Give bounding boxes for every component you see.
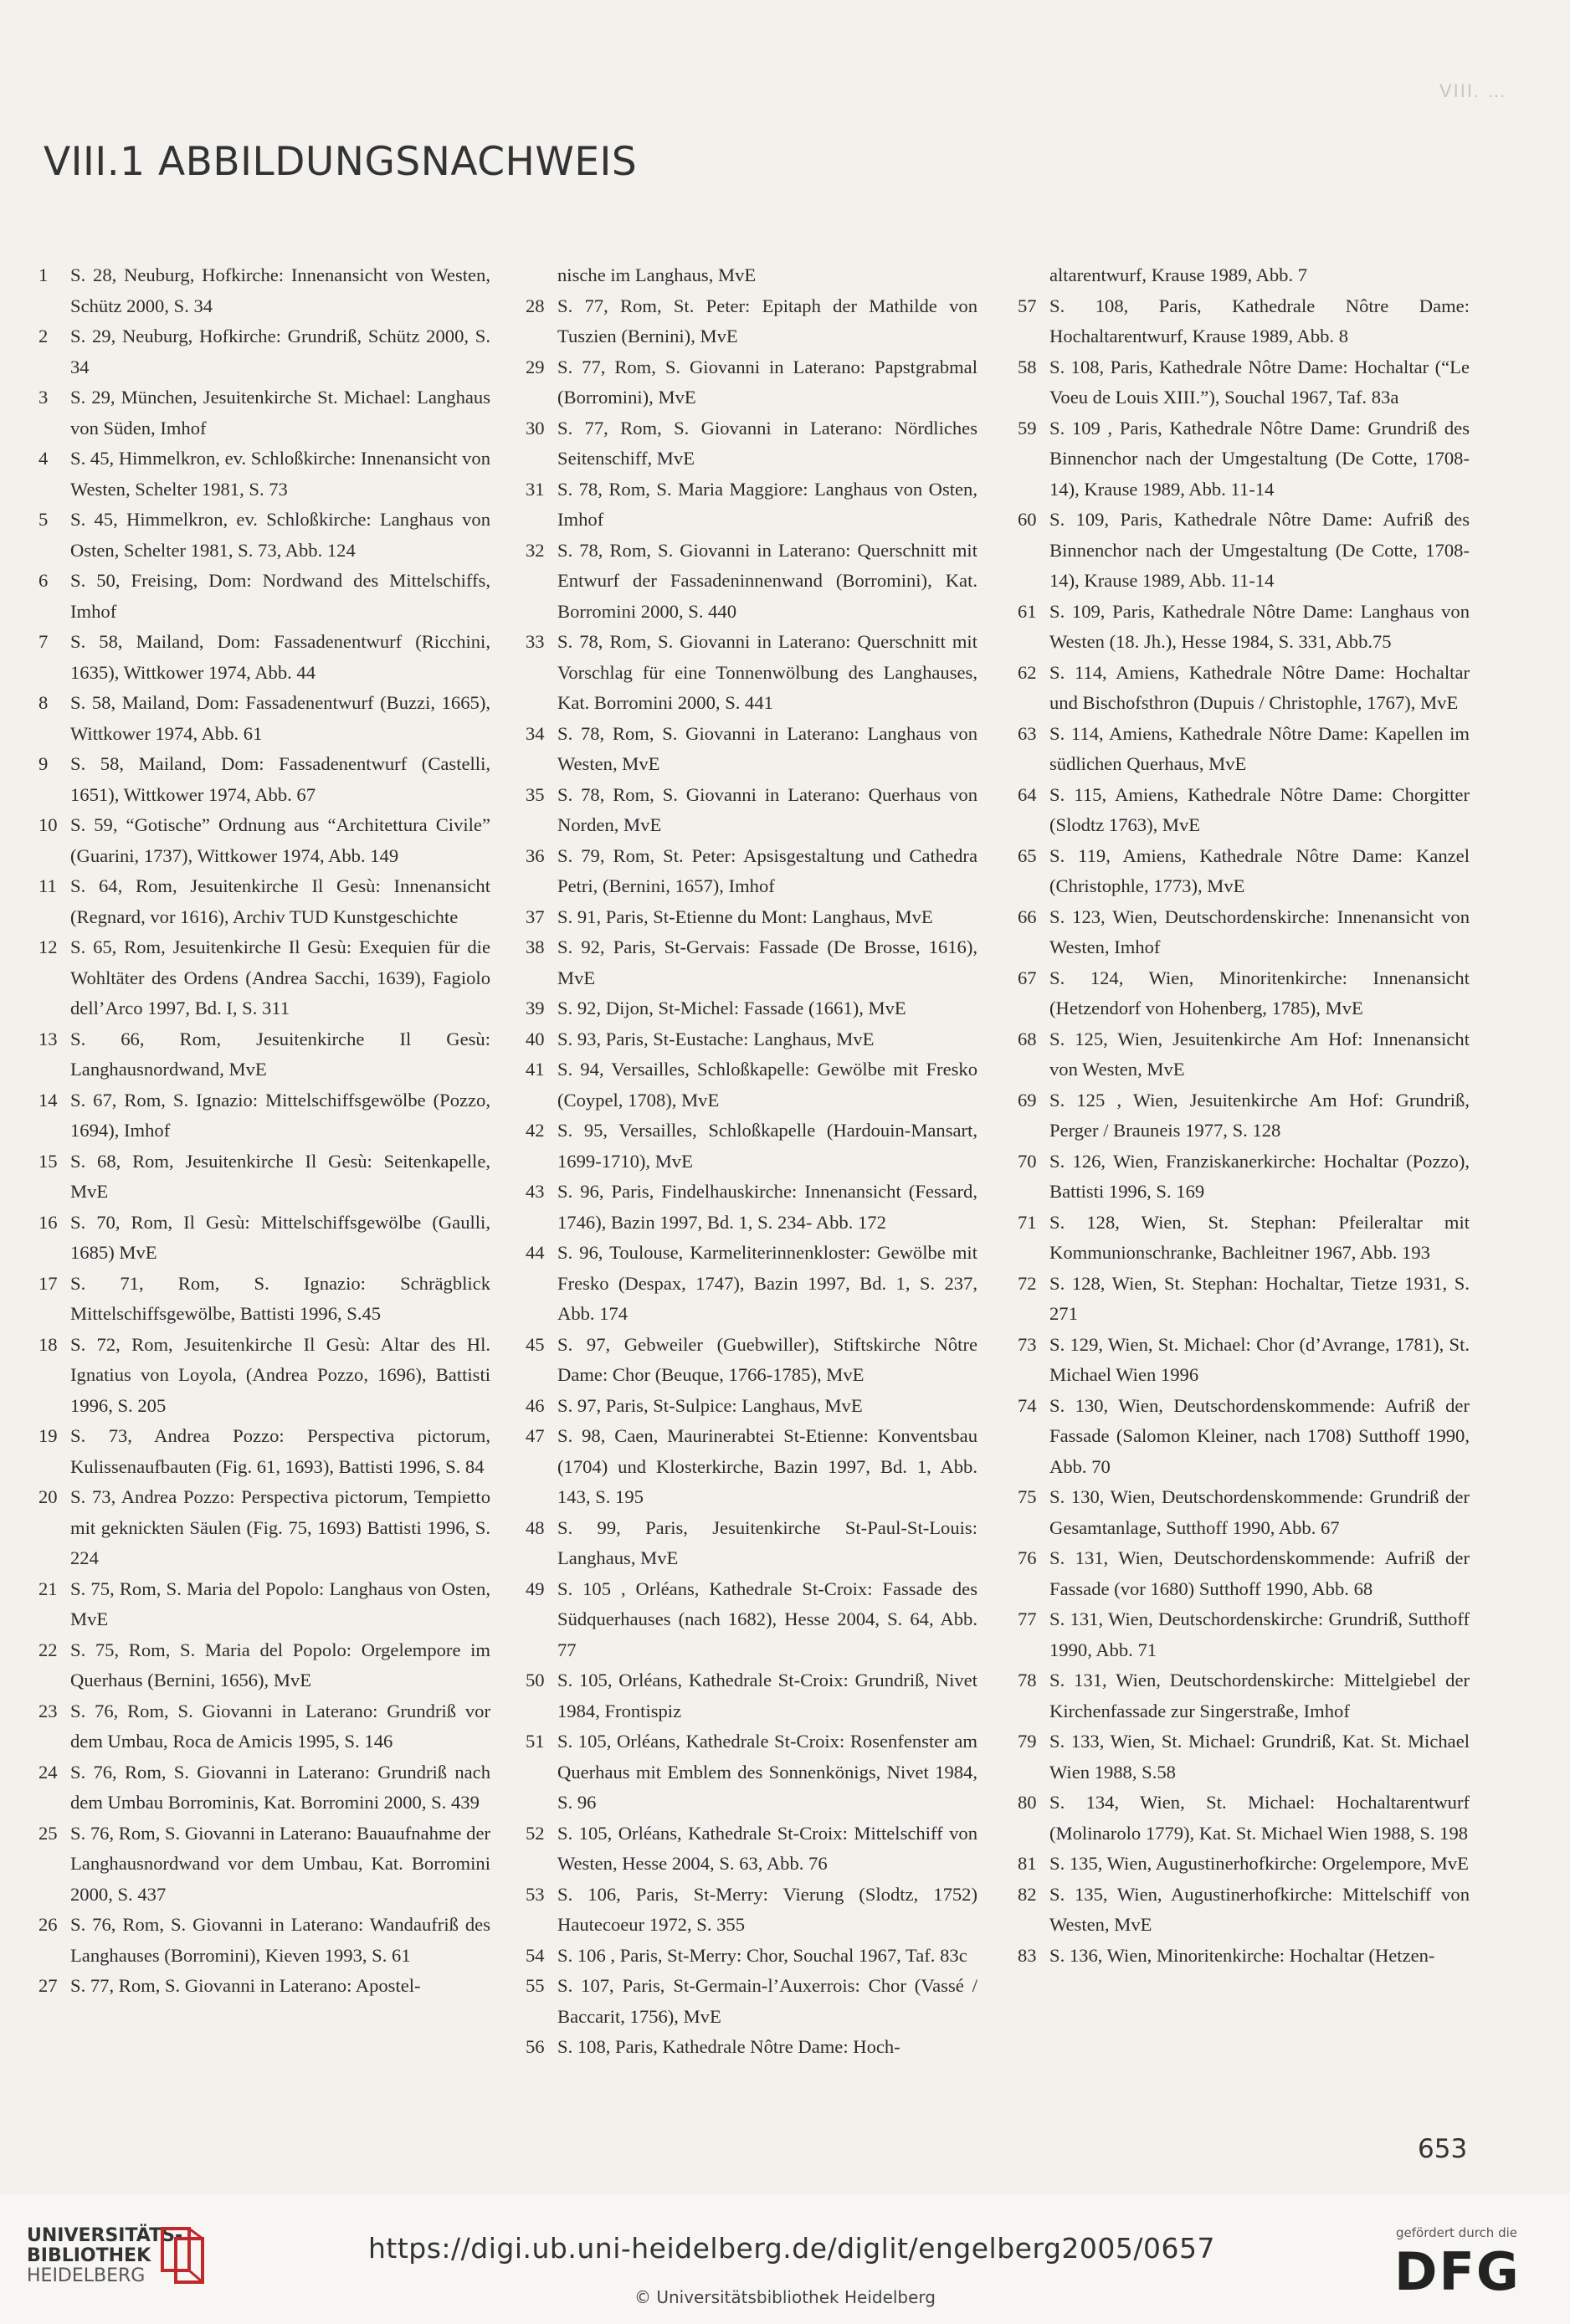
entry-number: 40 xyxy=(526,1028,545,1049)
library-name-line3: HEIDELBERG xyxy=(27,2265,146,2286)
entry-number: 49 xyxy=(526,1578,545,1599)
entry-text: S. 29, Neuburg, Hofkirche: Grundriß, Schütz 2000, S. 34 xyxy=(70,326,490,377)
entry-text: S. 76, Rom, S. Giovanni in Laterano: Wandaufriß des Langhauses (Borromini), Kieven 1993, S. 61 xyxy=(70,1914,490,1966)
entry-number: 2 xyxy=(38,326,49,346)
entry-text: S. 107, Paris, St-Germain-l’Auxerrois: Chor (Vassé / Baccarit, 1756), MvE xyxy=(557,1975,977,2027)
entry-text: S. 59, “Gotische” Ordnung aus “Architettura Civile” (Guarini, 1737), Wittkower 1974, Abb. 149 xyxy=(70,814,490,866)
entry-text: S. 125, Wien, Jesuitenkirche Am Hof: Innenansicht von Westen, MvE xyxy=(1049,1028,1470,1080)
figure-credit-entry xyxy=(526,1726,977,1819)
entry-number: 83 xyxy=(1018,1944,1037,1966)
entry-text: S. 133, Wien, St. Michael: Grundriß, Kat. St. Michael Wien 1988, S.58 xyxy=(1049,1731,1470,1783)
figure-credit-entry xyxy=(1018,1788,1470,1849)
figure-credit-entry xyxy=(1018,1024,1470,1085)
entry-text: S. 98, Caen, Maurinerabtei St-Etienne: Konventsbau (1704) und Klosterkirche, Bazin 1997, Bd. 1, Abb. 143, S. 195 xyxy=(557,1425,977,1507)
entry-number: 61 xyxy=(1018,600,1037,622)
entry-number: 3 xyxy=(38,387,49,408)
entry-text: S. 96, Paris, Findelhauskirche: Innenansicht (Fessard, 1746), Bazin 1997, Bd. 1, S. 234- Abb. 172 xyxy=(557,1181,977,1233)
figure-credit-entry xyxy=(1018,902,1470,963)
figure-credit-entry xyxy=(1018,291,1470,352)
library-name-line1: UNIVERSITÄTS- xyxy=(27,2225,183,2246)
entry-text: S. 65, Rom, Jesuitenkirche Il Gesù: Exequien für die Wohltäter des Ordens (Andrea Sacchi, 1639), Fagiolo dell’Arco 1997, Bd. I, S. 311 xyxy=(70,936,490,1018)
entry-text: S. 67, Rom, S. Ignazio: Mittelschiffsgewölbe (Pozzo, 1694), Imhof xyxy=(70,1089,490,1141)
entry-number: 5 xyxy=(38,509,49,530)
running-head-mark: VIII. … xyxy=(1439,80,1508,101)
figure-credit-entry xyxy=(1018,352,1470,413)
entry-text: S. 73, Andrea Pozzo: Perspectiva pictorum, Kulissenaufbauten (Fig. 61, 1693), Battisti 1996, S. 84 xyxy=(70,1425,490,1477)
entry-text: S. 77, Rom, S. Giovanni in Laterano: Papstgrabmal (Borromini), MvE xyxy=(557,356,977,408)
entry-number: 50 xyxy=(526,1670,545,1690)
entry-text: S. 136, Wien, Minoritenkirche: Hochaltar (Hetzen- xyxy=(1049,1944,1435,1966)
figure-credit-entry xyxy=(38,1024,490,1085)
entry-number: 7 xyxy=(38,631,49,652)
entry-number: 34 xyxy=(526,722,545,744)
figure-credit-entry xyxy=(38,1330,490,1422)
entry-number: 47 xyxy=(526,1425,545,1446)
entry-text: S. 93, Paris, St-Eustache: Langhaus, MvE xyxy=(557,1028,875,1049)
entry-number: 68 xyxy=(1018,1028,1037,1049)
figure-credit-entry xyxy=(526,291,977,352)
figure-credit-entry xyxy=(1018,1665,1470,1726)
entry-number: 48 xyxy=(526,1516,545,1538)
entry-text: S. 94, Versailles, Schloßkapelle: Gewölbe mit Fresko (Coypel, 1708), MvE xyxy=(557,1059,977,1111)
entry-text: S. 128, Wien, St. Stephan: Hochaltar, Tietze 1931, S. 271 xyxy=(1049,1272,1470,1324)
figure-credit-entry xyxy=(38,260,490,321)
figure-credit-entry xyxy=(526,1665,977,1726)
entry-number: 32 xyxy=(526,539,545,561)
figure-credit-entry xyxy=(1018,1269,1470,1330)
entry-text: S. 119, Amiens, Kathedrale Nôtre Dame: Kanzel (Christophle, 1773), MvE xyxy=(1049,844,1470,896)
entry-text: S. 64, Rom, Jesuitenkirche Il Gesù: Innenansicht (Regnard, vor 1616), Archiv TUD Kunstgeschichte xyxy=(70,875,490,927)
entry-text: S. 76, Rom, S. Giovanni in Laterano: Grundriß vor dem Umbau, Roca de Amicis 1995, S. 146 xyxy=(70,1700,490,1752)
entry-text: S. 78, Rom, S. Giovanni in Laterano: Querschnitt mit Vorschlag für eine Tonnenwölbung des Langhauses, Kat. Borromini 2000, S. 441 xyxy=(557,631,977,713)
entry-text: S. 77, Rom, S. Giovanni in Laterano: Nördliches Seitenschiff, MvE xyxy=(557,417,977,469)
figure-credit-entry xyxy=(1018,963,1470,1024)
figure-credit-entry xyxy=(38,382,490,444)
entry-number: 45 xyxy=(526,1333,545,1355)
figure-credit-entry xyxy=(1018,1147,1470,1208)
entry-text: S. 131, Wien, Deutschordenskommende: Aufriß der Fassade (vor 1680) Sutthoff 1990, Abb. 68 xyxy=(1049,1547,1470,1599)
figure-credit-entry xyxy=(526,1971,977,2032)
entry-text: S. 72, Rom, Jesuitenkirche Il Gesù: Altar des Hl. Ignatius von Loyola, (Andrea Pozzo, 1696), Battisti 1996, S. 205 xyxy=(70,1333,490,1416)
figure-credit-entry xyxy=(526,841,977,902)
entry-text: S. 109 , Paris, Kathedrale Nôtre Dame: Grundriß des Binnenchor nach der Umgestaltung (De Cotte, 1708-14), Krause 1989, Abb. 11-14 xyxy=(1049,417,1470,500)
entry-text: S. 105, Orléans, Kathedrale St-Croix: Mittelschiff von Westen, Hesse 2004, S. 63, Abb. 76 xyxy=(557,1822,977,1874)
entry-number: 78 xyxy=(1018,1670,1037,1690)
figure-credit-entry xyxy=(526,1574,977,1666)
entry-text: S. 97, Gebweiler (Guebwiller), Stiftskirche Nôtre Dame: Chor (Beuque, 1766-1785), MvE xyxy=(557,1333,977,1385)
entry-number: 13 xyxy=(38,1028,58,1049)
entry-number: 70 xyxy=(1018,1150,1037,1172)
entry-text: S. 109, Paris, Kathedrale Nôtre Dame: Langhaus von Westen (18. Jh.), Hesse 1984, S. 331, Abb.75 xyxy=(1049,600,1470,652)
entry-text: S. 99, Paris, Jesuitenkirche St-Paul-St-Louis: Langhaus, MvE xyxy=(557,1516,977,1568)
figure-credit-entry xyxy=(1018,841,1470,902)
figure-credit-entry xyxy=(38,1574,490,1635)
figure-credit-entry xyxy=(526,993,977,1024)
entry-number: 52 xyxy=(526,1822,545,1844)
figure-credit-entry xyxy=(1018,413,1470,505)
figure-credit-entry xyxy=(38,566,490,627)
entry-text: S. 78, Rom, S. Giovanni in Laterano: Langhaus von Westen, MvE xyxy=(557,722,977,774)
figure-credit-entry xyxy=(38,505,490,566)
figure-credit-entry xyxy=(38,1269,490,1330)
figure-credit-entry xyxy=(526,719,977,780)
entry-number: 53 xyxy=(526,1883,545,1905)
entry-number: 38 xyxy=(526,936,545,957)
figure-credit-entry xyxy=(1018,1482,1470,1543)
figure-credit-entry xyxy=(526,1421,977,1513)
entry-number: 55 xyxy=(526,1975,545,1996)
entry-text: S. 58, Mailand, Dom: Fassadenentwurf (Ricchini, 1635), Wittkower 1974, Abb. 44 xyxy=(70,631,490,683)
figure-credit-entry xyxy=(526,1238,977,1330)
entry-text: S. 71, Rom, S. Ignazio: Schrägblick Mittelschiffsgewölbe, Battisti 1996, S.45 xyxy=(70,1272,490,1324)
figure-credit-entry xyxy=(38,1910,490,1971)
entry-text: S. 29, München, Jesuitenkirche St. Michael: Langhaus von Süden, Imhof xyxy=(70,387,490,439)
column-3 xyxy=(1018,260,1470,1971)
figure-credit-entry xyxy=(38,1147,490,1208)
entry-text: S. 131, Wien, Deutschordenskirche: Mittelgiebel der Kirchenfassade zur Singerstraße, Imhof xyxy=(1049,1670,1470,1721)
entry-text: S. 75, Rom, S. Maria del Popolo: Langhaus von Osten, MvE xyxy=(70,1578,490,1629)
figure-credit-entry xyxy=(1018,719,1470,780)
entry-number: 15 xyxy=(38,1150,58,1172)
entry-text: S. 78, Rom, S. Giovanni in Laterano: Querhaus von Norden, MvE xyxy=(557,783,977,835)
entry-number: 18 xyxy=(38,1333,58,1355)
page-title: VIII.1 ABBILDUNGSNACHWEIS xyxy=(44,139,638,185)
figure-credit-entry xyxy=(526,1880,977,1941)
entry-number: 4 xyxy=(38,448,49,469)
figure-credit-entry xyxy=(1018,1330,1470,1391)
library-logo-icon xyxy=(156,2220,214,2291)
entry-number: 21 xyxy=(38,1578,58,1599)
entry-number: 12 xyxy=(38,936,58,957)
entry-number: 16 xyxy=(38,1211,58,1233)
column-1 xyxy=(38,260,490,2002)
figure-credit-entry xyxy=(38,321,490,382)
figure-credit-entry xyxy=(526,1391,977,1422)
entry-number: 22 xyxy=(38,1639,58,1660)
figure-credit-entry xyxy=(526,536,977,628)
entry-number: 64 xyxy=(1018,783,1037,805)
figure-credit-entry xyxy=(526,780,977,841)
entry-text: S. 130, Wien, Deutschordenskommende: Grundriß der Gesamtanlage, Sutthoff 1990, Abb. 67 xyxy=(1049,1486,1470,1538)
entry-number: 30 xyxy=(526,417,545,439)
column-2 xyxy=(526,260,977,2063)
figure-credit-entry xyxy=(526,1819,977,1880)
entry-number: 60 xyxy=(1018,509,1037,530)
entry-text: S. 45, Himmelkron, ev. Schloßkirche: Langhaus von Osten, Schelter 1981, S. 73, Abb. 124 xyxy=(70,509,490,561)
figure-credit-entry xyxy=(38,1421,490,1482)
copyright-notice: © Universitätsbibliothek Heidelberg xyxy=(634,2287,936,2307)
entry-number: 23 xyxy=(38,1700,58,1721)
page-number: 653 xyxy=(1418,2134,1468,2164)
entry-text: S. 134, Wien, St. Michael: Hochaltarentwurf (Molinarolo 1779), Kat. St. Michael Wien 1988, S. 198 xyxy=(1049,1792,1470,1844)
entry-number: 11 xyxy=(38,875,57,896)
entry-text: S. 131, Wien, Deutschordenskirche: Grundriß, Sutthoff 1990, Abb. 71 xyxy=(1049,1608,1470,1660)
entry-number: 65 xyxy=(1018,844,1037,866)
entry-number: 1 xyxy=(38,264,49,285)
entry-text: nische im Langhaus, MvE xyxy=(557,264,757,285)
entry-text: S. 129, Wien, St. Michael: Chor (d’Avrange, 1781), St. Michael Wien 1996 xyxy=(1049,1333,1470,1385)
figure-credit-entry xyxy=(38,1696,490,1757)
entry-number: 17 xyxy=(38,1272,58,1294)
entry-text: S. 76, Rom, S. Giovanni in Laterano: Grundriß nach dem Umbau Borrominis, Kat. Borromini 2000, S. 439 xyxy=(70,1761,490,1813)
entry-number: 10 xyxy=(38,814,58,835)
figure-credit-entry xyxy=(526,932,977,993)
figure-credit-entry xyxy=(38,871,490,932)
entry-number: 26 xyxy=(38,1914,58,1935)
figure-credit-entry xyxy=(526,413,977,475)
figure-credit-entry xyxy=(38,1971,490,2002)
entry-text: S. 114, Amiens, Kathedrale Nôtre Dame: Hochaltar und Bischofsthron (Dupuis / Christophle, 1767), MvE xyxy=(1049,661,1470,713)
entry-text: S. 115, Amiens, Kathedrale Nôtre Dame: Chorgitter (Slodtz 1763), MvE xyxy=(1049,783,1470,835)
entry-number: 8 xyxy=(38,692,49,713)
entry-text: S. 126, Wien, Franziskanerkirche: Hochaltar (Pozzo), Battisti 1996, S. 169 xyxy=(1049,1150,1470,1202)
figure-credit-entry xyxy=(1018,1880,1470,1941)
entry-text: S. 92, Dijon, St-Michel: Fassade (1661), MvE xyxy=(557,998,906,1018)
entry-number: 19 xyxy=(38,1425,58,1446)
entry-number: 35 xyxy=(526,783,545,805)
figure-credit-entry xyxy=(526,1054,977,1116)
entry-text: S. 58, Mailand, Dom: Fassadenentwurf (Castelli, 1651), Wittkower 1974, Abb. 67 xyxy=(70,753,490,805)
entry-text: S. 77, Rom, St. Peter: Epitaph der Mathilde von Tuszien (Bernini), MvE xyxy=(557,295,977,346)
figure-credit-continuation xyxy=(526,260,977,291)
entry-number: 29 xyxy=(526,356,545,377)
entry-text: S. 105, Orléans, Kathedrale St-Croix: Grundriß, Nivet 1984, Frontispiz xyxy=(557,1670,977,1721)
entry-number: 39 xyxy=(526,998,545,1018)
figure-credit-entry xyxy=(526,2032,977,2063)
entry-text: S. 70, Rom, Il Gesù: Mittelschiffsgewölbe (Gaulli, 1685) MvE xyxy=(70,1211,490,1263)
entry-text: S. 135, Wien, Augustinerhofkirche: Mittelschiff von Westen, MvE xyxy=(1049,1883,1470,1935)
entry-number: 77 xyxy=(1018,1608,1037,1629)
figure-credit-entry xyxy=(526,475,977,536)
figure-credit-entry xyxy=(526,627,977,719)
entry-text: S. 106, Paris, St-Merry: Vierung (Slodtz, 1752) Hautecoeur 1972, S. 355 xyxy=(557,1883,977,1935)
entry-number: 27 xyxy=(38,1975,58,1996)
figure-credit-entry xyxy=(38,932,490,1024)
figure-credit-entry xyxy=(38,810,490,871)
entry-text: S. 109, Paris, Kathedrale Nôtre Dame: Aufriß des Binnenchor nach der Umgestaltung (De Cotte, 1708-14), Krause 1989, Abb. 11-14 xyxy=(1049,509,1470,591)
entry-number: 67 xyxy=(1018,967,1037,988)
entry-text: S. 45, Himmelkron, ev. Schloßkirche: Innenansicht von Westen, Schelter 1981, S. 73 xyxy=(70,448,490,500)
entry-number: 20 xyxy=(38,1486,58,1507)
figure-credit-entry xyxy=(526,1116,977,1177)
figure-credit-entry xyxy=(38,444,490,505)
figure-credit-entry xyxy=(1018,1604,1470,1665)
entry-number: 51 xyxy=(526,1731,545,1752)
figure-credit-entry xyxy=(38,1757,490,1819)
entry-number: 73 xyxy=(1018,1333,1037,1355)
entry-text: S. 105, Orléans, Kathedrale St-Croix: Rosenfenster am Querhaus mit Emblem des Sonnenkönigs, Nivet 1984, S. 96 xyxy=(557,1731,977,1813)
entry-number: 42 xyxy=(526,1120,545,1141)
figure-credit-entry xyxy=(38,1819,490,1911)
figure-credit-entry xyxy=(1018,1849,1470,1880)
figure-credit-entry xyxy=(1018,597,1470,658)
figure-credit-entry xyxy=(526,1177,977,1238)
figure-credit-entry xyxy=(38,749,490,810)
library-name-line2: BIBLIOTHEK xyxy=(27,2245,151,2266)
entry-text: S. 135, Wien, Augustinerhofkirche: Orgelempore, MvE xyxy=(1049,1853,1469,1874)
entry-number: 81 xyxy=(1018,1853,1037,1874)
entry-number: 72 xyxy=(1018,1272,1037,1294)
entry-number: 33 xyxy=(526,631,545,652)
entry-text: S. 95, Versailles, Schloßkapelle (Hardouin-Mansart, 1699-1710), MvE xyxy=(557,1120,977,1172)
entry-number: 76 xyxy=(1018,1547,1037,1568)
entry-number: 79 xyxy=(1018,1731,1037,1752)
figure-credit-entry xyxy=(1018,780,1470,841)
entry-number: 82 xyxy=(1018,1883,1037,1905)
figure-credit-entry xyxy=(1018,505,1470,597)
entry-text: S. 91, Paris, St-Etienne du Mont: Langhaus, MvE xyxy=(557,905,933,927)
figure-credit-continuation xyxy=(1018,260,1470,291)
entry-number: 63 xyxy=(1018,722,1037,744)
entry-text: S. 128, Wien, St. Stephan: Pfeileraltar mit Kommunionschranke, Bachleitner 1967, Abb. 193 xyxy=(1049,1211,1470,1263)
entry-number: 43 xyxy=(526,1181,545,1202)
entry-number: 66 xyxy=(1018,905,1037,927)
entry-text: S. 73, Andrea Pozzo: Perspectiva pictorum, Tempietto mit geknickten Säulen (Fig. 75, 1693) Battisti 1996, S. 224 xyxy=(70,1486,490,1568)
entry-number: 74 xyxy=(1018,1394,1037,1416)
entry-number: 58 xyxy=(1018,356,1037,377)
entry-text: S. 130, Wien, Deutschordenskommende: Aufriß der Fassade (Salomon Kleiner, nach 1708) Sutthoff 1990, Abb. 70 xyxy=(1049,1394,1470,1477)
figure-credit-entry xyxy=(526,1941,977,1972)
entry-number: 41 xyxy=(526,1059,545,1080)
entry-text: S. 77, Rom, S. Giovanni in Laterano: Apostel- xyxy=(70,1975,421,1996)
figure-credit-entry xyxy=(38,627,490,688)
entry-number: 57 xyxy=(1018,295,1037,316)
entry-text: S. 78, Rom, S. Giovanni in Laterano: Querschnitt mit Entwurf der Fassadeninnenwand (Borromini), Kat. Borromini 2000, S. 440 xyxy=(557,539,977,622)
figure-credit-entry xyxy=(1018,1941,1470,1972)
entry-text: S. 125 , Wien, Jesuitenkirche Am Hof: Grundriß, Perger / Brauneis 1977, S. 128 xyxy=(1049,1089,1470,1141)
entry-text: S. 78, Rom, S. Maria Maggiore: Langhaus von Osten, Imhof xyxy=(557,478,977,530)
entry-number: 54 xyxy=(526,1944,545,1966)
figure-credit-entry xyxy=(526,902,977,933)
figure-credit-entry xyxy=(1018,1391,1470,1483)
entry-text: S. 50, Freising, Dom: Nordwand des Mittelschiffs, Imhof xyxy=(70,570,490,622)
entry-number: 71 xyxy=(1018,1211,1037,1233)
figure-credit-entry xyxy=(38,688,490,749)
entry-text: S. 108, Paris, Kathedrale Nôtre Dame: Hoch- xyxy=(557,2036,900,2057)
figure-credit-entry xyxy=(526,352,977,413)
entry-text: S. 75, Rom, S. Maria del Popolo: Orgelempore im Querhaus (Bernini, 1656), MvE xyxy=(70,1639,490,1690)
figure-credit-entry xyxy=(1018,1208,1470,1269)
entry-text: S. 108, Paris, Kathedrale Nôtre Dame: Hochaltar (“Le Voeu de Louis XIII.”), Souchal 1967, Taf. 83a xyxy=(1049,356,1470,408)
entry-text: S. 106 , Paris, St-Merry: Chor, Souchal 1967, Taf. 83c xyxy=(557,1944,967,1966)
entry-number: 37 xyxy=(526,905,545,927)
entry-number: 46 xyxy=(526,1394,545,1416)
entry-text: S. 92, Paris, St-Gervais: Fassade (De Brosse, 1616), MvE xyxy=(557,936,977,988)
dfg-logo: DFG xyxy=(1394,2241,1521,2302)
entry-number: 6 xyxy=(38,570,49,591)
entry-number: 36 xyxy=(526,844,545,866)
entry-number: 31 xyxy=(526,478,545,500)
figure-credit-entry xyxy=(1018,1543,1470,1604)
entry-number: 25 xyxy=(38,1822,58,1844)
entry-number: 44 xyxy=(526,1242,545,1263)
figure-credit-entry xyxy=(38,1635,490,1696)
entry-number: 14 xyxy=(38,1089,58,1111)
entry-number: 59 xyxy=(1018,417,1037,439)
figure-credit-entry xyxy=(1018,658,1470,719)
entry-number: 80 xyxy=(1018,1792,1037,1813)
entry-number: 28 xyxy=(526,295,545,316)
entry-number: 62 xyxy=(1018,661,1037,683)
entry-text: S. 97, Paris, St-Sulpice: Langhaus, MvE xyxy=(557,1394,863,1416)
entry-text: S. 114, Amiens, Kathedrale Nôtre Dame: Kapellen im südlichen Querhaus, MvE xyxy=(1049,722,1470,774)
funding-caption: gefördert durch die xyxy=(1396,2225,1517,2240)
entry-text: S. 105 , Orléans, Kathedrale St-Croix: Fassade des Südquerhauses (nach 1682), Hesse 2004, S. 64, Abb. 77 xyxy=(557,1578,977,1660)
entry-number: 9 xyxy=(38,753,49,774)
figure-credit-entry xyxy=(526,1024,977,1055)
entry-text: altarentwurf, Krause 1989, Abb. 7 xyxy=(1049,264,1308,285)
figure-credit-entry xyxy=(38,1482,490,1574)
entry-text: S. 79, Rom, St. Peter: Apsisgestaltung und Cathedra Petri, (Bernini, 1657), Imhof xyxy=(557,844,977,896)
entry-text: S. 108, Paris, Kathedrale Nôtre Dame: Hochaltarentwurf, Krause 1989, Abb. 8 xyxy=(1049,295,1470,346)
entry-text: S. 76, Rom, S. Giovanni in Laterano: Bauaufnahme der Langhausnordwand vor dem Umbau, Kat. Borromini 2000, S. 437 xyxy=(70,1822,490,1905)
figure-credit-entry xyxy=(1018,1085,1470,1147)
entry-number: 69 xyxy=(1018,1089,1037,1111)
figure-credit-entry xyxy=(38,1208,490,1269)
entry-text: S. 28, Neuburg, Hofkirche: Innenansicht von Westen, Schütz 2000, S. 34 xyxy=(70,264,490,316)
figure-credit-entry xyxy=(526,1513,977,1574)
entry-number: 75 xyxy=(1018,1486,1037,1507)
entry-text: S. 58, Mailand, Dom: Fassadenentwurf (Buzzi, 1665), Wittkower 1974, Abb. 61 xyxy=(70,692,490,744)
entry-text: S. 66, Rom, Jesuitenkirche Il Gesù: Langhausnordwand, MvE xyxy=(70,1028,490,1080)
entry-text: S. 96, Toulouse, Karmeliterinnenkloster: Gewölbe mit Fresko (Despax, 1747), Bazin 1997, Bd. 1, S. 237, Abb. 174 xyxy=(557,1242,977,1324)
source-url-link[interactable]: https://digi.ub.uni-heidelberg.de/diglit/engelberg2005/0657 xyxy=(368,2232,1215,2265)
entry-text: S. 123, Wien, Deutschordenskirche: Innenansicht von Westen, Imhof xyxy=(1049,905,1470,957)
entry-number: 56 xyxy=(526,2036,545,2057)
entry-text: S. 68, Rom, Jesuitenkirche Il Gesù: Seitenkapelle, MvE xyxy=(70,1150,490,1202)
entry-number: 24 xyxy=(38,1761,58,1783)
figure-credit-entry xyxy=(526,1330,977,1391)
figure-credit-entry xyxy=(1018,1726,1470,1788)
figure-credit-entry xyxy=(38,1085,490,1147)
entry-text: S. 124, Wien, Minoritenkirche: Innenansicht (Hetzendorf von Hohenberg, 1785), MvE xyxy=(1049,967,1470,1018)
